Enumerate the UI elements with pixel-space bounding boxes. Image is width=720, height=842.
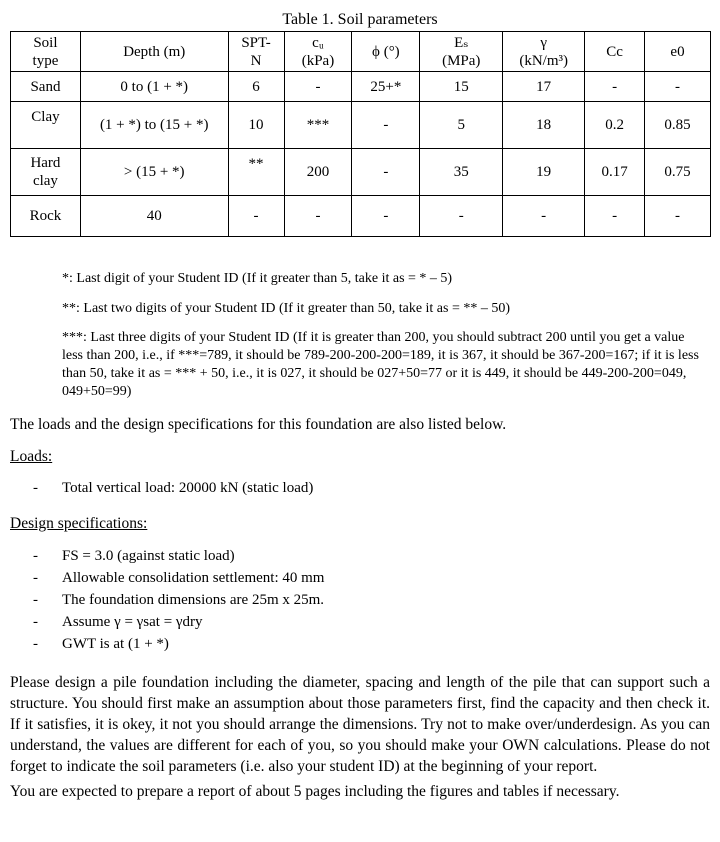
cell-e0: - <box>645 196 711 237</box>
bullet-dash: - <box>33 614 38 630</box>
list-item: - Total vertical load: 20000 kN (static load) <box>33 477 313 499</box>
cell-gamma: 18 <box>503 102 585 149</box>
cell-es: 5 <box>420 102 503 149</box>
cell-es: 35 <box>420 149 503 196</box>
header-e0: e0 <box>645 32 711 72</box>
cell-cc: - <box>585 196 645 237</box>
cell-phi: - <box>352 102 420 149</box>
table-row <box>11 72 711 102</box>
cell-phi: - <box>352 149 420 196</box>
cell-e0: 0.75 <box>645 149 711 196</box>
cell-cu: *** <box>284 102 352 149</box>
header-cc: Cc <box>585 32 645 72</box>
cell-soil: Clay <box>11 102 81 149</box>
cell-es: - <box>420 196 503 237</box>
cell-cc: 0.17 <box>585 149 645 196</box>
design-instructions-paragraph: Please design a pile foundation including the diameter, spacing and length of the pile that can support such a structure. You should first make an assumption about those parameters first, find the capacity and then check it. If it satisfies, it is okey, it not you should arrange the dimensions. Try not to make over/underdesign. As you can understand, the values are different for each of you, so you should make your OWN calculations. Please do not forget to indicate the soil parameters (i.e. also your student ID) at the beginning of your report. <box>10 674 710 775</box>
bullet-dash: - <box>33 548 38 564</box>
cell-gamma: 17 <box>503 72 585 102</box>
cell-spt: ** <box>228 149 284 196</box>
bullet-dash: - <box>33 480 38 496</box>
table-row <box>11 102 711 149</box>
bullet-dash: - <box>33 592 38 608</box>
cell-e0: 0.85 <box>645 102 711 149</box>
header-phi: ϕ (°) <box>352 32 420 72</box>
intro-text: The loads and the design specifications for this foundation are also listed below. <box>10 416 507 433</box>
header-spt-n: SPT- N <box>228 32 284 72</box>
cell-depth: 0 to (1 + *) <box>80 72 228 102</box>
cell-soil: Hard clay <box>11 149 81 196</box>
list-item: - FS = 3.0 (against static load) <box>33 545 324 567</box>
cell-gamma: 19 <box>503 149 585 196</box>
cell-cc: - <box>585 72 645 102</box>
cell-cc: 0.2 <box>585 102 645 149</box>
cell-es: 15 <box>420 72 503 102</box>
header-cu: cᵤ (kPa) <box>284 32 352 72</box>
footnote-triple-star: ***: Last three digits of your Student ID (If it is greater than 200, you should subtract 200 until you get a value less than 200, i.e., if ***=789, it should be 789-200-200-200=189, it is 367, it should be 367-200=167; if it is less than 50, take it as = *** + 50, i.e., it is 027, it should be 027+50=77 or it is 449, it should be 449-200-200=049, 049+50=99) <box>62 330 699 399</box>
table-row <box>11 196 711 237</box>
cell-cu: - <box>284 72 352 102</box>
header-es: Eₛ (MPa) <box>420 32 503 72</box>
design-specs-heading: Design specifications: <box>10 515 148 532</box>
cell-depth: > (15 + *) <box>80 149 228 196</box>
header-depth: Depth (m) <box>80 32 228 72</box>
footnote-single-star: *: Last digit of your Student ID (If it greater than 5, take it as = * – 5) <box>62 271 453 286</box>
cell-phi: 25+* <box>352 72 420 102</box>
cell-cu: - <box>284 196 352 237</box>
cell-cu: 200 <box>284 149 352 196</box>
list-item: - The foundation dimensions are 25m x 25m. <box>33 589 324 611</box>
design-specs-list <box>33 545 324 655</box>
loads-heading: Loads: <box>10 448 53 465</box>
cell-gamma: - <box>503 196 585 237</box>
cell-spt: 10 <box>228 102 284 149</box>
cell-spt: - <box>228 196 284 237</box>
table-caption: Table 1. Soil parameters <box>282 11 438 28</box>
bullet-dash: - <box>33 636 38 652</box>
cell-soil: Rock <box>11 196 81 237</box>
soil-parameters-table <box>10 31 711 237</box>
list-item: - GWT is at (1 + *) <box>33 633 324 655</box>
cell-e0: - <box>645 72 711 102</box>
loads-list <box>33 477 313 499</box>
list-item: - Assume γ = γsat = γdry <box>33 611 324 633</box>
header-gamma: γ (kN/m³) <box>503 32 585 72</box>
table-header-row <box>11 32 711 72</box>
cell-phi: - <box>352 196 420 237</box>
footnote-double-star: **: Last two digits of your Student ID (If it greater than 50, take it as = ** – 50) <box>62 301 511 316</box>
table-row <box>11 149 711 196</box>
cell-depth: (1 + *) to (15 + *) <box>80 102 228 149</box>
bullet-dash: - <box>33 570 38 586</box>
closing-paragraph: You are expected to prepare a report of about 5 pages including the figures and tables if necessary. <box>10 783 620 800</box>
cell-depth: 40 <box>80 196 228 237</box>
header-soil-type: Soil type <box>11 32 81 72</box>
list-item: - Allowable consolidation settlement: 40 mm <box>33 567 324 589</box>
cell-soil: Sand <box>11 72 81 102</box>
cell-spt: 6 <box>228 72 284 102</box>
